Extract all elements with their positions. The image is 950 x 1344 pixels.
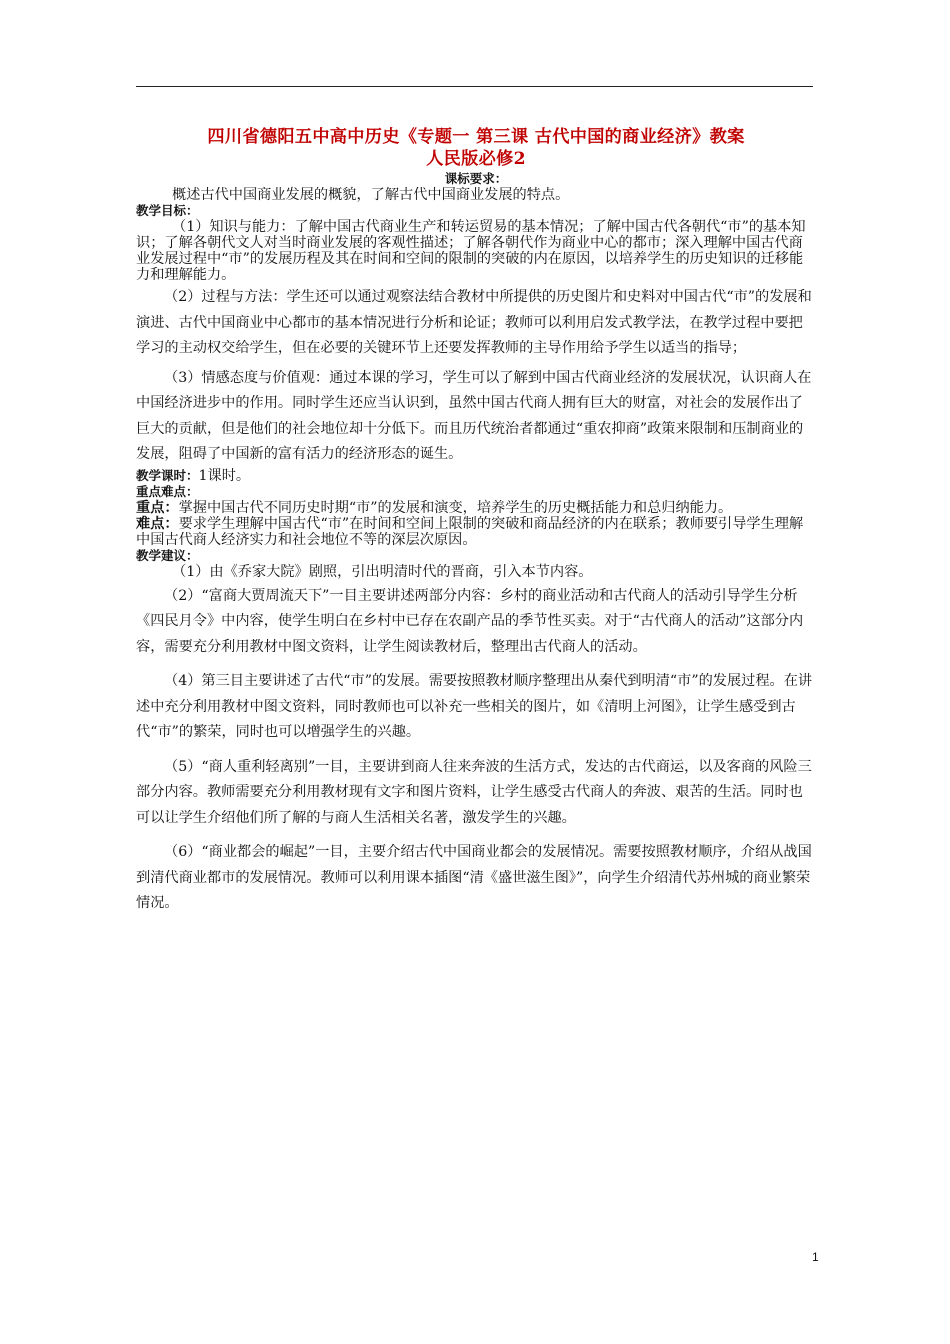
suggestion-2: （2）“富商大贾周流天下”一目主要讲述两部分内容：乡村的商业活动和古代商人的活动引导学生分析《四民月令》中内容，使学生明白在乡村中已存在农副产品的季节性买卖。对于“古代商人的活动”这部分内容，需要充分利用教材中图文资料，让学生阅读教材后，整理出古代商人的活动。: [136, 587, 804, 655]
hours-heading: 教学课时：: [136, 467, 199, 483]
document-title: 四川省德阳五中高中历史《专题一 第三课 古代中国的商业经济》教案: [207, 127, 745, 147]
keypoints-heading: 重点难点：: [136, 483, 199, 499]
suggestion-4: [136, 669, 816, 746]
hours-text: 1课时。: [198, 467, 251, 484]
suggestions-heading: 教学建议：: [136, 547, 199, 563]
difficult-point-text: 要求学生理解中国古代“市”在时间和空间上限制的突破和商品经济的内在联系；教师要引导学生理解中国古代商人经济实力和社会地位不等的深层次原因。: [136, 515, 804, 548]
hours-line: [136, 468, 816, 484]
objective-knowledge: （1）知识与能力：了解中国古代商业生产和转运贸易的基本情况；了解中国古代各朝代“市”的基本知识；了解各朝代文人对当时商业发展的客观性描述；了解各朝代作为商业中心的都市；深入理解中国古代商业发展过程中“市”的发展历程及其在时间和空间的限制的突破的内在原因，以培养学生的历史知识的迁移能力和理解能力。: [136, 219, 806, 283]
key-point: [136, 500, 816, 516]
document-title-line2: 人民版必修2: [426, 149, 526, 169]
curriculum-heading: 课标要求：: [444, 171, 508, 186]
suggestion-4-part-b: 也可以补充一些: [391, 698, 491, 715]
objective-process: （2）过程与方法：学生还可以通过观察法结合教材中所提供的历史图片和史料对中国古代“市”的发展和演进、古代中国商业中心都市的基本情况进行分析和论证；教师可以利用启发式教学法，在教学过程中要把学习的主动权交给学生，但在必要的关键环节上还要发挥教师的主导作用给予学生以适当的指导；: [136, 289, 812, 356]
page-number: 1: [812, 1250, 819, 1264]
suggestion-5: （5）“商人重利轻离别”一目，主要讲到商人往来奔波的生活方式，发达的古代商运，以及客商的风险三部分内容。教师需要充分利用教材现有文字和图片资料，让学生感受古代商人的奔波、艰苦的生活。同时也可以让学生介绍他们所了解的与商人生活相关名著，激发学生的兴趣。: [136, 758, 812, 826]
suggestion-1: （1）由《乔家大院》剧照，引出明清时代的晋商，引入本节内容。: [172, 563, 593, 580]
suggestion-4-part-a: （4）第三目主要讲述了古代“市”的发展。需要按照教材顺序整理出从秦代到明清“市”的发展过程。在讲述中充分利用教材中图文资料，同时教师: [136, 673, 813, 715]
header-rule: [136, 86, 813, 87]
objective-values: （3）情感态度与价值观：通过本课的学习，学生可以了解到中国古代商业经济的发展状况，认识商人在中国经济进步中的作用。同时学生还应当认识到，虽然中国古代商人拥有巨大的财富，对社会的发展作出了巨大的贡献，但是他们的社会地位却十分低下。而且历代统治者都通过“重农抑商”政策来限制和压制商业的发展，阻碍了中国新的富有活力的经济形态的诞生。: [136, 369, 812, 462]
objectives-heading: 教学目标：: [136, 203, 199, 218]
curriculum-text: 概述古代中国商业发展的概貌，了解古代中国商业发展的特点。: [172, 187, 570, 203]
key-point-label: 重点：: [136, 499, 179, 516]
suggestion-6: （6）“商业都会的崛起”一目，主要介绍古代中国商业都会的发展情况。需要按照教材顺序，介绍从战国到清代商业都市的发展情况。教师可以利用课本插图“清《盛世滋生图》”，向学生介绍清代苏州城的商业繁荣情况。: [136, 844, 812, 911]
difficult-point: [136, 516, 816, 548]
document-body: [136, 126, 816, 917]
key-point-text: 掌握中国古代不同历史时期“市”的发展和演变，培养学生的历史概括能力和总归纳能力。: [178, 499, 733, 516]
difficult-point-label: 难点：: [136, 515, 179, 532]
suggestion-4-part-c: 相关的图片，如《清明上河图》，让学生感受到古代“市”的繁荣，同时也可以增强学生的兴趣。: [136, 698, 796, 740]
